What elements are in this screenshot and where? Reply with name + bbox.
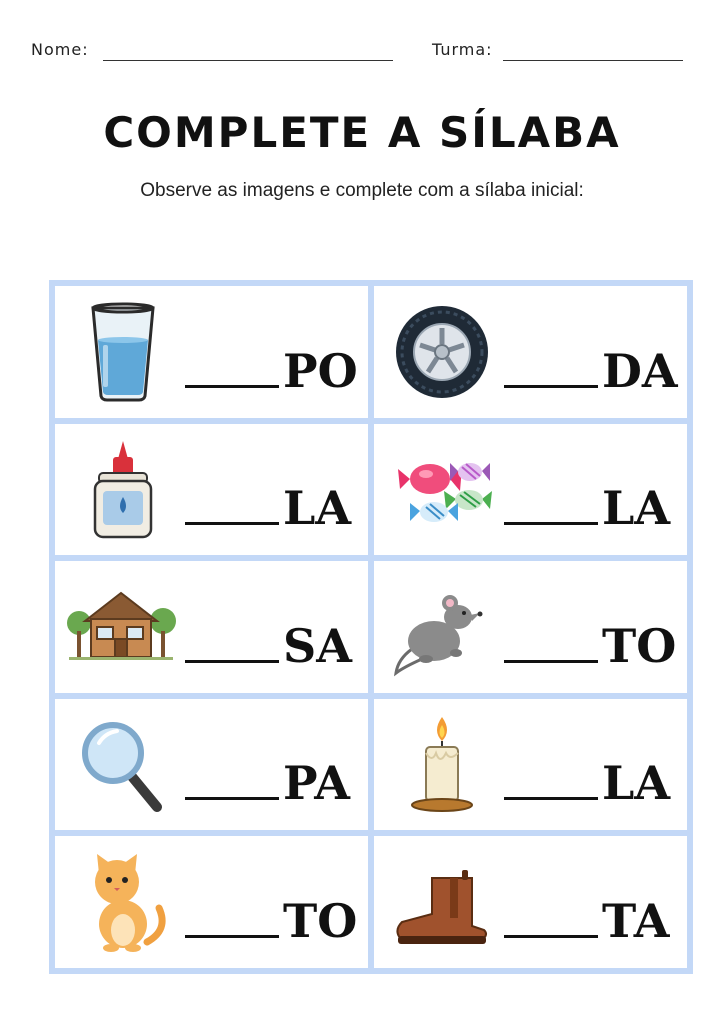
page-title: COMPLETE A SÍLABA	[103, 108, 621, 157]
glass-of-water-icon	[73, 300, 173, 404]
syllable-text: LA	[602, 756, 671, 811]
syllable-text: TO	[283, 894, 358, 948]
syllable-text: SA	[283, 618, 352, 673]
candle-icon	[392, 713, 492, 817]
syllable-text: TO	[602, 618, 677, 673]
exercise-item	[55, 424, 368, 556]
exercise-item	[55, 699, 368, 831]
instructions: Observe as imagens e complete com a sílaba inicial:	[140, 180, 584, 201]
exercise-item	[374, 424, 687, 556]
exercise-item	[55, 561, 368, 693]
syllable-text: TA	[602, 894, 670, 948]
answer-blank[interactable]	[504, 385, 598, 388]
answer-blank[interactable]	[185, 797, 279, 800]
boot-icon	[392, 850, 492, 954]
syllable-text: PA	[283, 756, 350, 811]
candies-icon	[392, 437, 492, 541]
exercise-item	[374, 286, 687, 418]
answer-blank[interactable]	[504, 797, 598, 800]
magnifying-glass-icon	[73, 713, 173, 817]
name-input-line[interactable]	[103, 60, 393, 61]
header-fields	[0, 36, 724, 66]
exercise-item	[55, 286, 368, 418]
glue-bottle-icon	[73, 437, 173, 541]
exercise-item	[55, 836, 368, 968]
exercise-item	[374, 836, 687, 968]
house-icon	[65, 575, 177, 679]
answer-blank[interactable]	[504, 935, 598, 938]
mouse-icon	[392, 575, 492, 679]
answer-blank[interactable]	[504, 522, 598, 525]
syllable-text: LA	[602, 481, 671, 536]
exercise-grid	[49, 280, 693, 974]
syllable-text: DA	[602, 343, 678, 398]
class-input-line[interactable]	[503, 60, 683, 61]
class-label: Turma:	[432, 40, 493, 59]
answer-blank[interactable]	[504, 660, 598, 663]
exercise-item	[374, 561, 687, 693]
name-label: Nome:	[31, 40, 89, 59]
syllable-text: PO	[283, 343, 358, 398]
syllable-text: LA	[283, 481, 352, 536]
tire-icon	[392, 300, 492, 404]
answer-blank[interactable]	[185, 385, 279, 388]
answer-blank[interactable]	[185, 935, 279, 938]
exercise-item	[374, 699, 687, 831]
answer-blank[interactable]	[185, 660, 279, 663]
answer-blank[interactable]	[185, 522, 279, 525]
cat-icon	[73, 850, 173, 954]
